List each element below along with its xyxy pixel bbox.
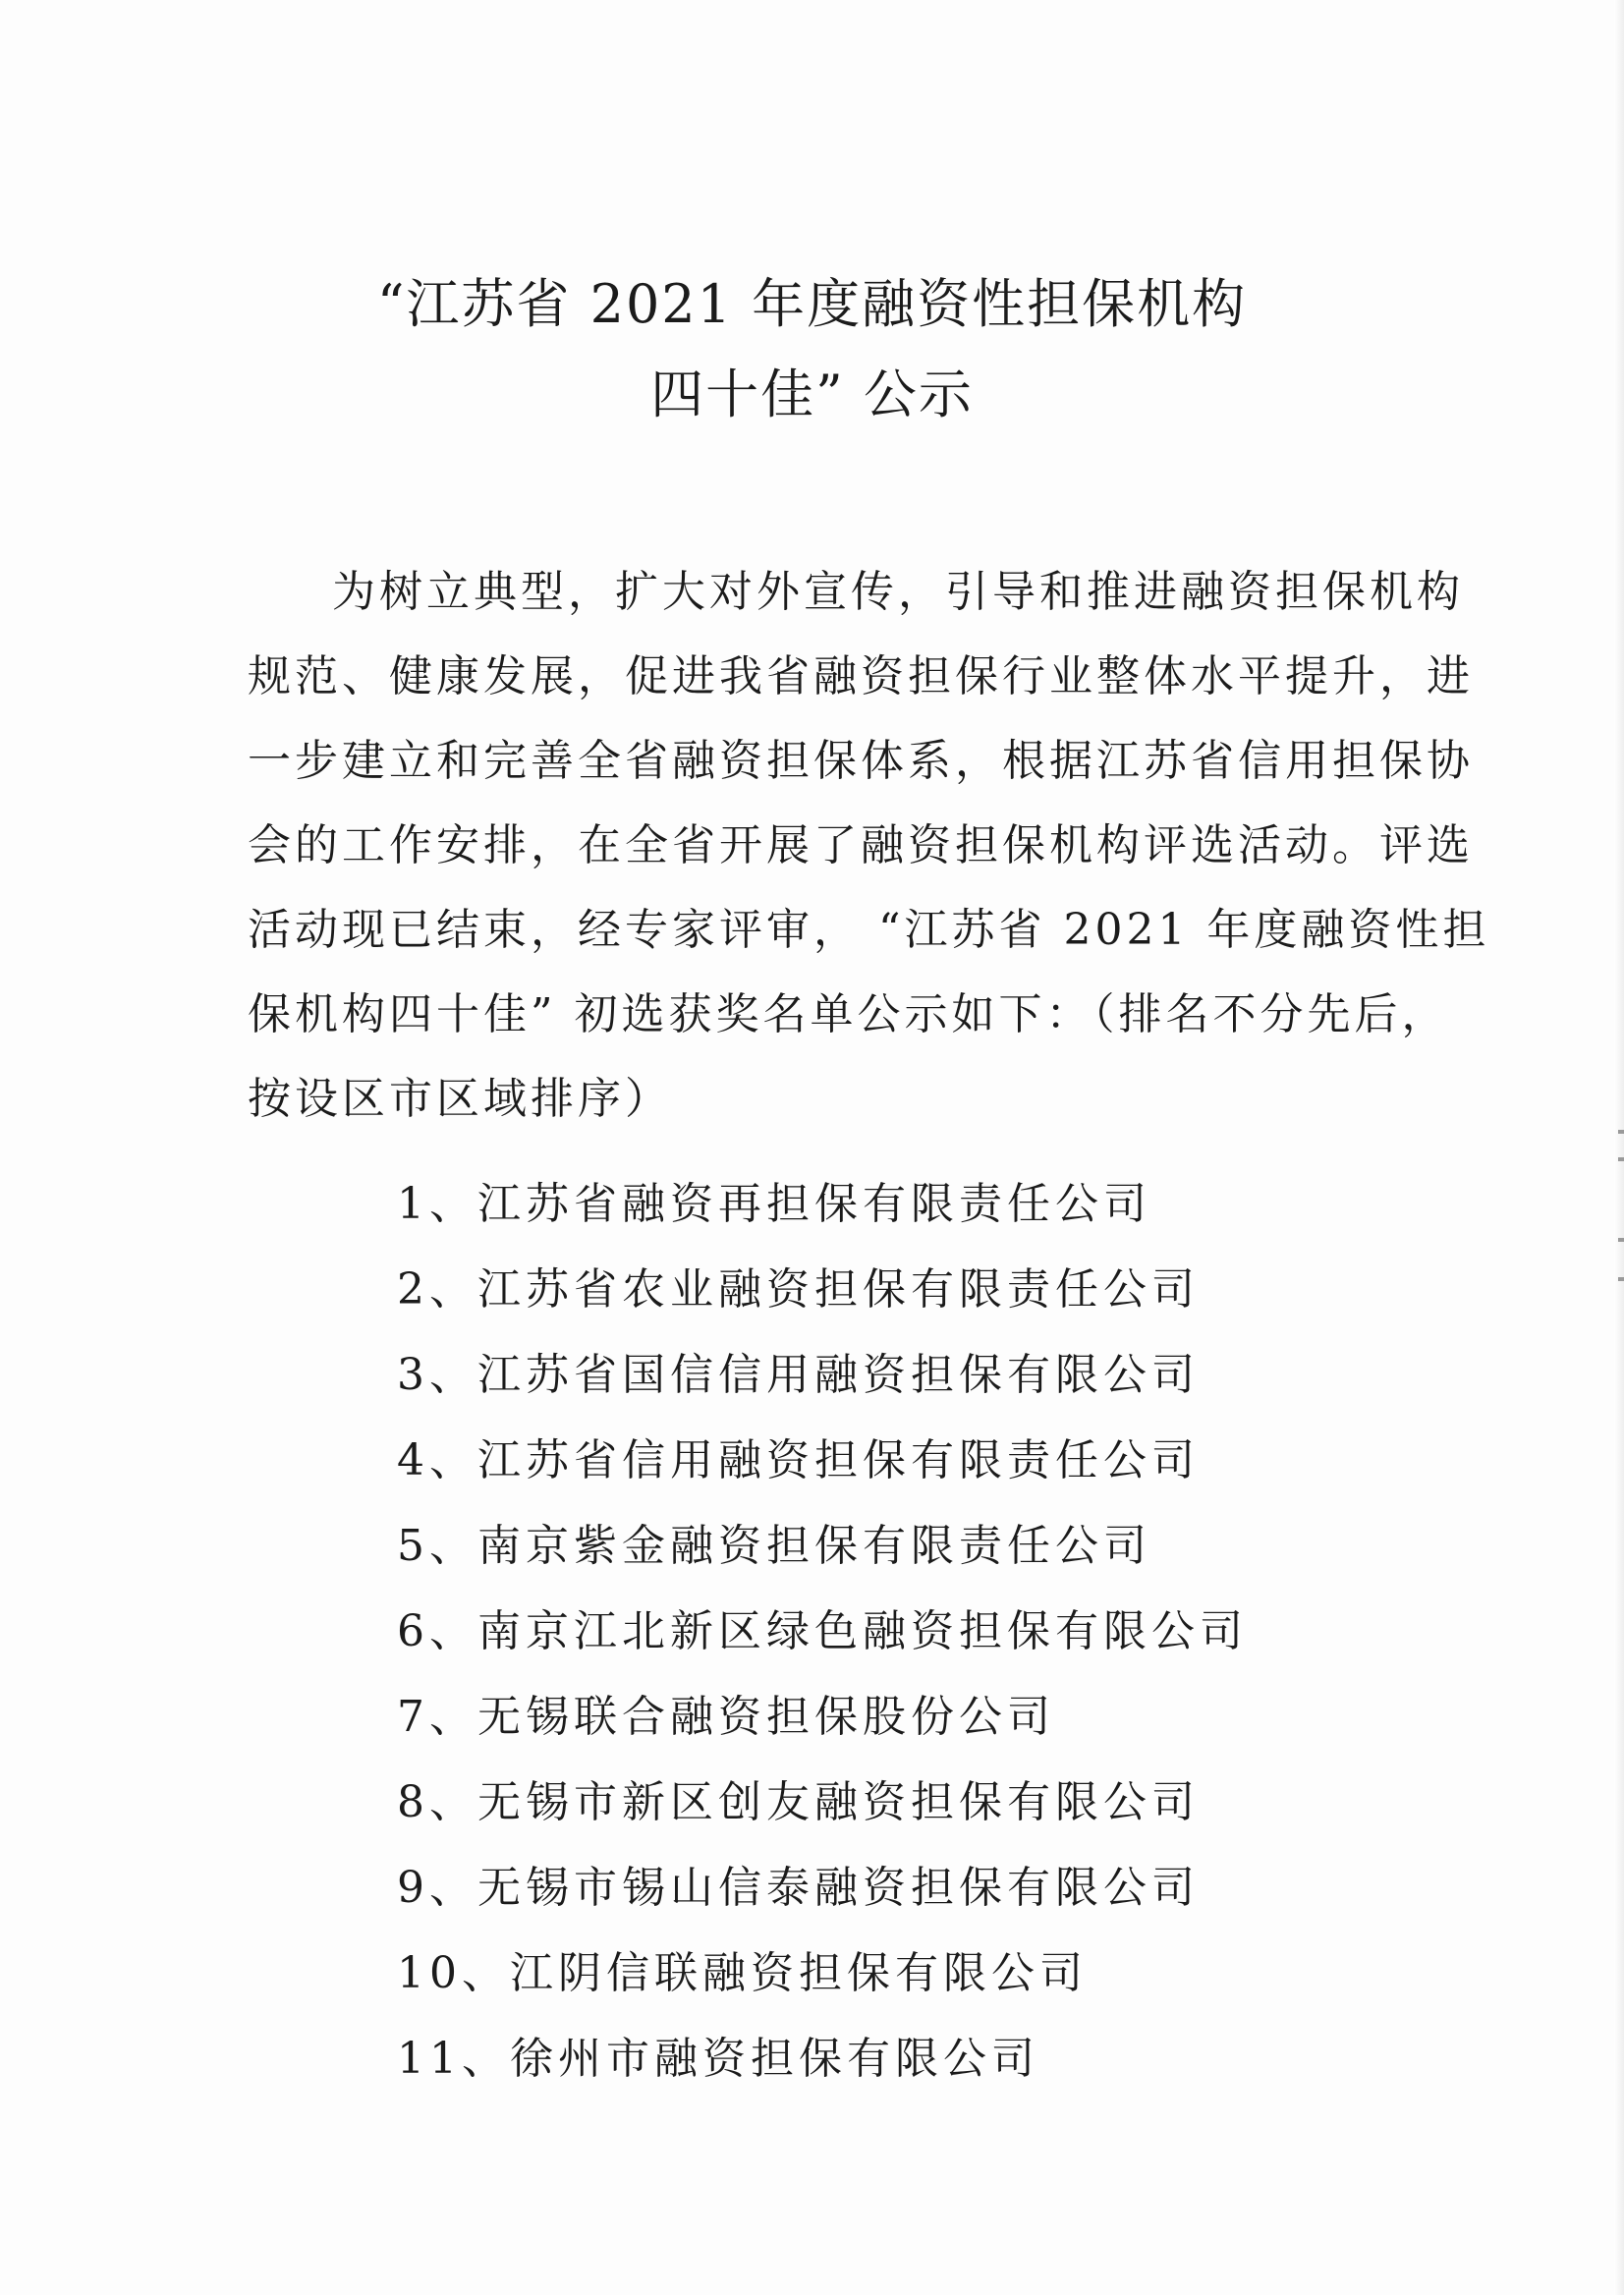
list-item-number: 5、 bbox=[397, 1521, 477, 1571]
list-item bbox=[397, 1346, 1200, 1405]
list-item-name: 江阴信联融资担保有限公司 bbox=[510, 1948, 1088, 1998]
list-item-number: 3、 bbox=[397, 1350, 477, 1400]
list-item bbox=[397, 1859, 1200, 1918]
list-item-name: 南京紫金融资担保有限责任公司 bbox=[477, 1521, 1151, 1571]
list-item-number: 6、 bbox=[397, 1606, 477, 1656]
document-title-line-2: 四十佳” 公示 bbox=[650, 364, 974, 425]
list-item-number: 11、 bbox=[397, 2034, 510, 2084]
list-item bbox=[397, 1431, 1200, 1490]
intro-paragraph-line-2: 规范、健康发展，促进我省融资担保行业整体水平提升，进 bbox=[248, 651, 1474, 701]
intro-paragraph-line-7: 按设区市区域排序） bbox=[248, 1074, 672, 1124]
list-item-name: 无锡市锡山信泰融资担保有限公司 bbox=[477, 1863, 1200, 1913]
list-item-number: 10、 bbox=[397, 1948, 510, 1998]
list-item bbox=[397, 1773, 1200, 1832]
list-item bbox=[397, 1944, 1088, 2003]
intro-paragraph-line-3: 一步建立和完善全省融资担保体系，根据江苏省信用担保协 bbox=[248, 736, 1474, 786]
list-item-number: 8、 bbox=[397, 1777, 477, 1827]
list-item-name: 无锡联合融资担保股份公司 bbox=[477, 1692, 1055, 1742]
list-item-number: 4、 bbox=[397, 1435, 477, 1485]
intro-paragraph-line-6: 保机构四十佳” 初选获奖名单公示如下：（排名不分先后， bbox=[248, 989, 1449, 1039]
list-item-name: 南京江北新区绿色融资担保有限公司 bbox=[477, 1606, 1248, 1656]
scan-mark bbox=[1618, 1277, 1624, 1281]
intro-paragraph-line-4: 会的工作安排，在全省开展了融资担保机构评选活动。评选 bbox=[248, 820, 1474, 870]
list-item-number: 1、 bbox=[397, 1179, 477, 1229]
document-title-line-1: “江苏省 2021 年度融资性担保机构 bbox=[376, 273, 1248, 335]
list-item-name: 徐州市融资担保有限公司 bbox=[510, 2034, 1039, 2084]
scan-edge bbox=[1614, 0, 1624, 2295]
intro-paragraph-line-1: 为树立典型，扩大对外宣传，引导和推进融资担保机构 bbox=[332, 567, 1464, 617]
list-item-name: 江苏省信用融资担保有限责任公司 bbox=[477, 1435, 1200, 1485]
intro-paragraph-line-5: 活动现已结束，经专家评审， “江苏省 2021 年度融资性担 bbox=[248, 905, 1490, 955]
list-item bbox=[397, 1517, 1151, 1576]
list-item-number: 2、 bbox=[397, 1264, 477, 1315]
list-item bbox=[397, 1688, 1055, 1747]
list-item-name: 无锡市新区创友融资担保有限公司 bbox=[477, 1777, 1200, 1827]
list-item-name: 江苏省农业融资担保有限责任公司 bbox=[477, 1264, 1200, 1315]
list-item-name: 江苏省国信信用融资担保有限公司 bbox=[477, 1350, 1200, 1400]
scan-mark bbox=[1618, 1130, 1624, 1134]
list-item-name: 江苏省融资再担保有限责任公司 bbox=[477, 1179, 1151, 1229]
list-item-number: 9、 bbox=[397, 1863, 477, 1913]
list-item-number: 7、 bbox=[397, 1692, 477, 1742]
scan-mark bbox=[1618, 1157, 1624, 1161]
scan-mark bbox=[1618, 1238, 1624, 1242]
list-item bbox=[397, 1175, 1151, 1234]
list-item bbox=[397, 1602, 1248, 1661]
list-item bbox=[397, 1260, 1200, 1319]
list-item bbox=[397, 2030, 1039, 2089]
